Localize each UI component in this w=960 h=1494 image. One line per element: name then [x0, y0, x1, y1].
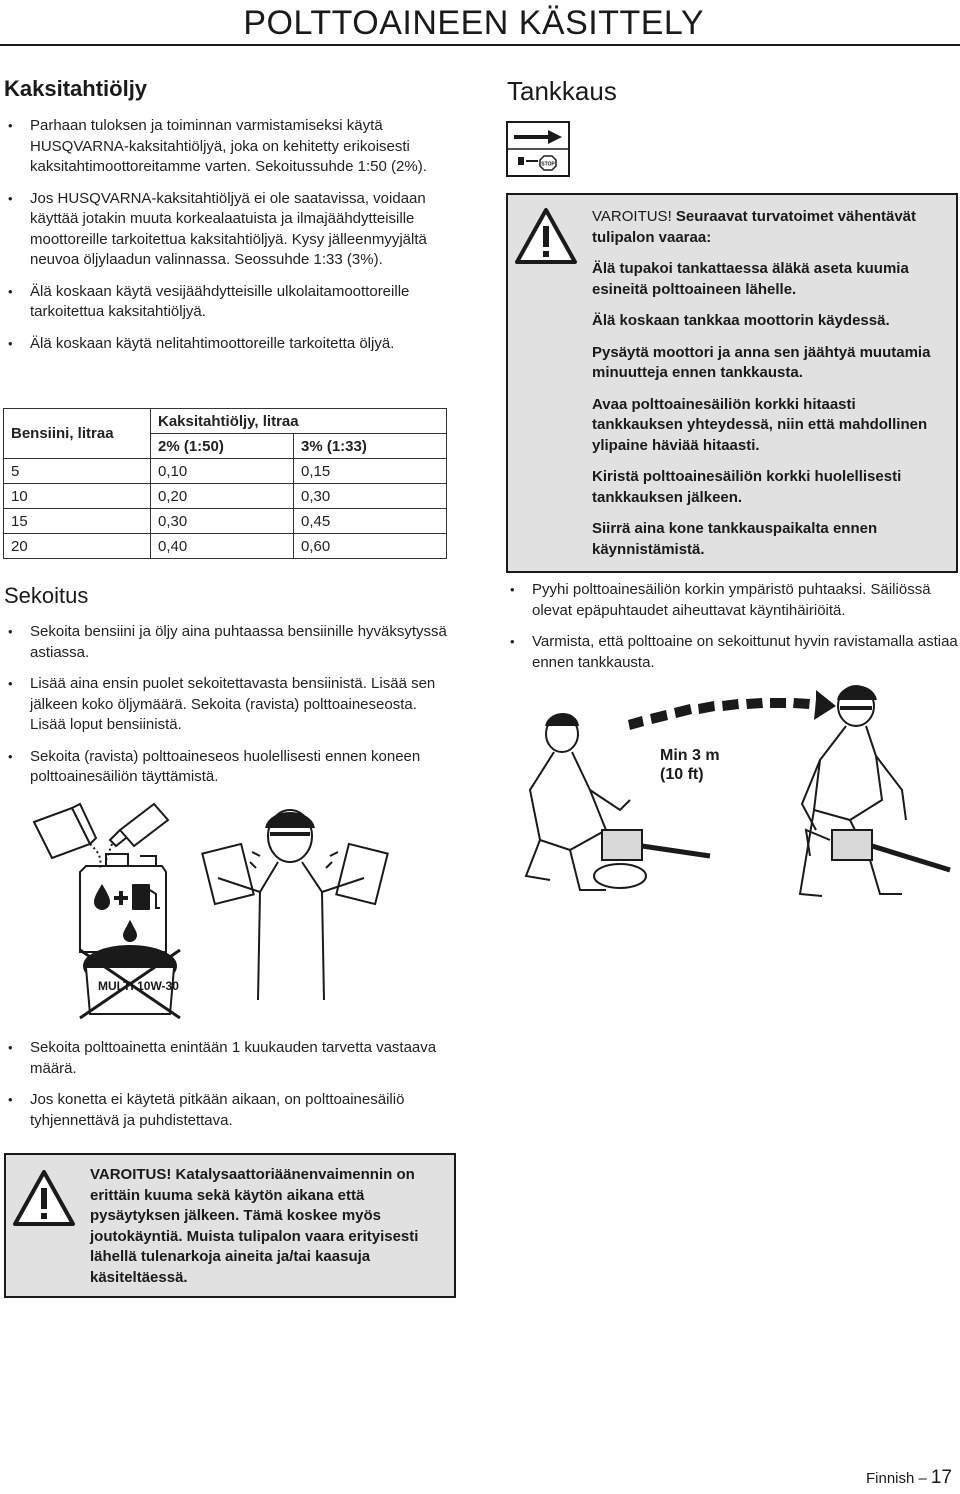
oil-drop-icon [124, 922, 136, 941]
distance-label-ft: (10 ft) [660, 766, 704, 783]
warning-item: Älä koskaan tankkaa moottorin käydessä. [592, 312, 890, 329]
table-cell: 0,60 [294, 534, 447, 559]
page-number: 17 [930, 1467, 952, 1488]
list-item: • Lisää aina ensin puolet sekoitettavasta bensiinistä. Lisää sen jälkeen koko öljymäärä. Sekoita (ravista) polttoaineseosta. Lisää loput bensiinistä. [2, 674, 452, 736]
table-cell: 20 [4, 534, 151, 559]
table-row [4, 534, 447, 559]
person-refuelling-icon [526, 714, 710, 890]
page-footer [866, 1467, 952, 1489]
list-item: • Jos konetta ei käytetä pitkään aikaan, on polttoainesäiliö tyhjennettävä ja puhdistettava. [2, 1090, 452, 1131]
table-row [4, 484, 447, 509]
warning-lead: Seuraavat turvatoimet vähentävät tulipalon vaaraa: [592, 208, 917, 246]
two-stroke-oil-list [2, 116, 452, 365]
list-item: • Sekoita polttoainetta enintään 1 kuukauden tarvetta vastaava määrä. [2, 1038, 452, 1079]
section-heading-mixing: Sekoitus [4, 583, 89, 608]
table-cell: 15 [4, 509, 151, 534]
list-item: • Älä koskaan käytä vesijäähdytteisille ulkolaitamoottoreille tarkoitettua kaksitahtiöljyä. [2, 282, 452, 323]
list-item: • Varmista, että polttoaine on sekoittunut hyvin ravistamalla astiaa ennen tankkausta. [504, 632, 958, 673]
fuel-mixing-illustration [20, 800, 460, 1020]
warning-item: Pysäytä moottori ja anna sen jäähtyä muutamia minuutteja ennen tankkausta. [592, 343, 931, 381]
list-item: • Pyyhi polttoainesäiliön korkin ympäristö puhtaaksi. Säiliössä olevat epäpuhtaudet aiheuttavat käyntihäiriöitä. [504, 580, 958, 621]
warning-item: Älä tupakoi tankattaessa äläkä aseta kuumia esineitä polttoaineen lähelle. [592, 260, 909, 298]
catalytic-warning-text: VAROITUS! Katalysaattoriäänenvaimennin on erittäin kuuma sekä käytön aikana että pysäytyksen jälkeen. Tämä koskee myös joutokäyntiä. Muista tulipalon vaara erityisesti lähellä tulenarkoja aineita ja/tai kaasuja käsiteltäessä. [90, 1166, 419, 1286]
fuel-pump-icon [132, 884, 150, 910]
table-header-petrol: Bensiini, litraa [4, 409, 151, 459]
page-title: POLTTOAINEEN KÄSITTELY [243, 4, 704, 42]
table-header-2pct: 2% (1:50) [151, 434, 294, 459]
refuelling-warning-text [592, 207, 948, 571]
table-cell: 0,20 [151, 484, 294, 509]
section-heading-two-stroke-oil: Kaksitahtiöljy [4, 76, 148, 101]
stop-label: STOP [541, 161, 555, 168]
distance-arrow-icon [628, 690, 836, 730]
table-cell: 0,10 [151, 459, 294, 484]
table-cell: 0,30 [294, 484, 447, 509]
oil-bottle-icon [120, 804, 168, 846]
table-cell: 0,15 [294, 459, 447, 484]
table-row [4, 509, 447, 534]
list-item: • Sekoita bensiini ja öljy aina puhtaassa bensiinille hyväksytyssä astiassa. [2, 622, 452, 663]
table-header-oil: Kaksitahtiöljy, litraa [151, 409, 447, 434]
refuelling-warning-box [506, 193, 958, 573]
jerry-can-icon [80, 866, 166, 952]
fuel-stop-symbol-icon [506, 121, 570, 177]
section-heading-refuelling: Tankkaus [507, 76, 617, 106]
table-cell: 10 [4, 484, 151, 509]
table-row [4, 459, 447, 484]
storage-list [2, 1038, 452, 1142]
distance-label: Min 3 m [660, 747, 720, 764]
can-label: MULTI 10W-30 [98, 979, 179, 993]
title-rule [0, 44, 960, 46]
refuelling-list [504, 580, 958, 684]
refuelling-distance-illustration [510, 680, 956, 910]
warning-triangle-icon [12, 1169, 76, 1227]
person-starting-machine-icon [800, 686, 950, 896]
footer-language: Finnish – [865, 1470, 927, 1487]
list-item: • Jos HUSQVARNA-kaksitahtiöljyä ei ole saatavissa, voidaan käyttää jotakin muuta korkealaatuista ja ilmajäähdytteisille moottoreille tarkoitettua kaksitahtiöljyä. Kysy jälleenmyyjältä neuvoa öljylaadun valinnassa. Seossuhde 1:33 (3%). [2, 189, 452, 271]
warning-item: Kiristä polttoainesäiliön korkki huolellisesti tankkauksen jälkeen. [592, 468, 902, 506]
list-item: • Sekoita (ravista) polttoaineseos huolellisesti ennen koneen polttoainesäiliön täyttämistä. [2, 747, 452, 788]
catalytic-warning-box [4, 1153, 456, 1298]
warning-triangle-icon [514, 207, 578, 265]
warning-title: VAROITUS! [592, 208, 672, 225]
mixing-list [2, 622, 452, 799]
warning-item: Avaa polttoainesäiliön korkki hitaasti tankkauksen yhteydessä, niin että mahdollinen ylipaine häviää hitaasti. [592, 395, 928, 454]
fuel-mix-table [3, 408, 447, 559]
table-header-3pct: 3% (1:33) [294, 434, 447, 459]
person-shaking-can-icon [202, 810, 387, 1000]
oil-jug-icon [34, 808, 90, 858]
list-item: • Parhaan tuloksen ja toiminnan varmistamiseksi käytä HUSQVARNA-kaksitahtiöljyä, joka on kehitetty erikoisesti kaksitahtimoottoreitamme varten. Sekoitussuhde 1:50 (2%). [2, 116, 452, 178]
table-cell: 5 [4, 459, 151, 484]
table-cell: 0,45 [294, 509, 447, 534]
table-cell: 0,40 [151, 534, 294, 559]
oil-drop-icon [94, 884, 110, 910]
table-cell: 0,30 [151, 509, 294, 534]
list-item: • Älä koskaan käytä nelitahtimoottoreille tarkoitetta öljyä. [2, 334, 452, 355]
warning-item: Siirrä aina kone tankkauspaikalta ennen käynnistämistä. [592, 520, 878, 558]
